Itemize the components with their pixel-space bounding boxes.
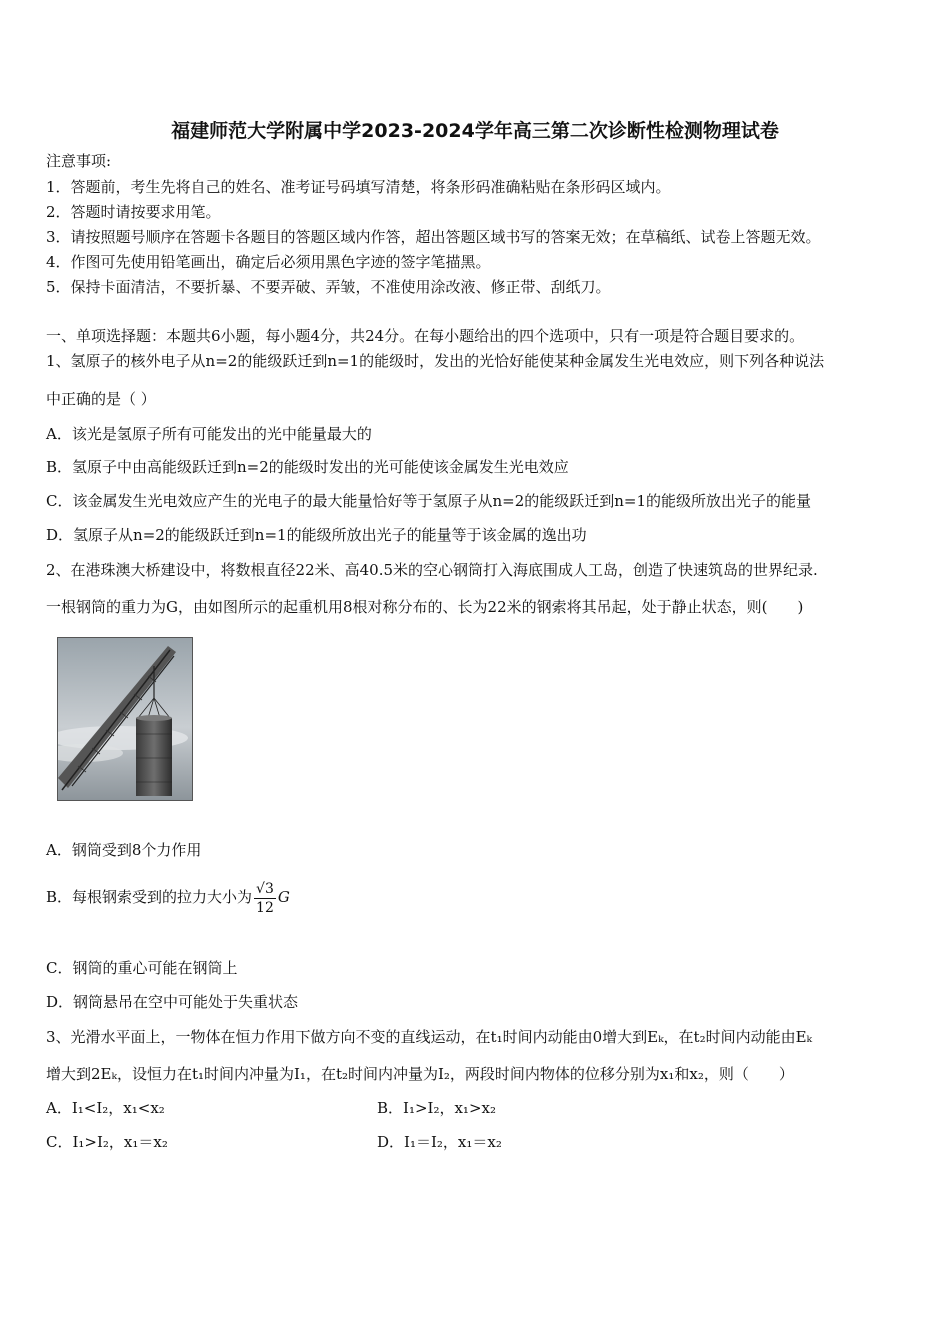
q2-option-b-prefix: B．每根钢索受到的拉力大小为 — [46, 888, 253, 906]
notice-item-4: 4．作图可先使用铅笔画出，确定后必须用黑色字迹的签字笔描黑。 — [46, 253, 491, 271]
notice-item-1: 1．答题前，考生先将自己的姓名、准考证号码填写清楚，将条形码准确粘贴在条形码区域内。 — [46, 178, 671, 196]
q1-stem-line1: 1、氢原子的核外电子从n=2的能级跃迁到n=1的能级时，发出的光恰好能使某种金属发生光电效应，则下列各种说法 — [46, 352, 825, 370]
q1-option-a: A．该光是氢原子所有可能发出的光中能量最大的 — [46, 425, 372, 443]
q3-stem-line2: 增大到2Eₖ，设恒力在t₁时间内冲量为I₁，在t₂时间内冲量为I₂，两段时间内物体的位移分别为x₁和x₂，则（ ） — [46, 1065, 794, 1083]
q3-option-b: B．I₁>I₂，x₁>x₂ — [377, 1099, 496, 1117]
crane-steel-cylinder-image — [57, 637, 193, 801]
notice-heading: 注意事项: — [46, 152, 112, 170]
q2-option-c: C．钢筒的重心可能在钢筒上 — [46, 959, 238, 977]
fraction-numerator: √3 — [256, 880, 274, 897]
notice-item-2: 2．答题时请按要求用笔。 — [46, 203, 221, 221]
notice-item-3: 3．请按照题号顺序在答题卡各题目的答题区域内作答，超出答题区域书写的答案无效；在草稿纸、试卷上答题无效。 — [46, 228, 821, 246]
q2-option-a: A．钢筒受到8个力作用 — [46, 841, 202, 859]
fraction-denominator: 12 — [256, 899, 274, 916]
q2-option-d: D．钢筒悬吊在空中可能处于失重状态 — [46, 993, 299, 1011]
fraction — [254, 880, 276, 917]
page-title: 福建师范大学附属中学2023-2024学年高三第二次诊断性检测物理试卷 — [171, 120, 779, 142]
q2-option-b — [46, 877, 290, 917]
notice-item-5: 5．保持卡面清洁，不要折暴、不要弄破、弄皱，不准使用涂改液、修正带、刮纸刀。 — [46, 278, 611, 296]
q2-option-b-suffix: G — [277, 888, 290, 906]
q1-option-c: C．该金属发生光电效应产生的光电子的最大能量恰好等于氢原子从n=2的能级跃迁到n=1的能级所放出光子的能量 — [46, 492, 812, 510]
q1-option-b: B．氢原子中由高能级跃迁到n=2的能级时发出的光可能使该金属发生光电效应 — [46, 458, 569, 476]
crane-photo-illustration — [58, 638, 192, 800]
q3-option-d: D．I₁＝I₂，x₁＝x₂ — [377, 1133, 502, 1151]
q1-option-d: D．氢原子从n=2的能级跃迁到n=1的能级所放出光子的能量等于该金属的逸出功 — [46, 526, 587, 544]
q3-stem-line1: 3、光滑水平面上，一物体在恒力作用下做方向不变的直线运动，在t₁时间内动能由0增大到Eₖ，在t₂时间内动能由Eₖ — [46, 1028, 813, 1046]
q3-option-a: A．I₁<I₂，x₁<x₂ — [46, 1099, 165, 1117]
q3-option-c: C．I₁>I₂，x₁＝x₂ — [46, 1133, 168, 1151]
q1-stem-line2: 中正确的是（ ） — [46, 390, 156, 408]
section-heading: 一、单项选择题：本题共6小题，每小题4分，共24分。在每小题给出的四个选项中，只有一项是符合题目要求的。 — [46, 327, 805, 345]
q2-stem-line2: 一根钢筒的重力为G，由如图所示的起重机用8根对称分布的、长为22米的钢索将其吊起，处于静止状态，则( ) — [46, 598, 804, 616]
q2-stem-line1: 2、在港珠澳大桥建设中，将数根直径22米、高40.5米的空心钢筒打入海底围成人工岛，创造了快速筑岛的世界纪录. — [46, 561, 818, 579]
